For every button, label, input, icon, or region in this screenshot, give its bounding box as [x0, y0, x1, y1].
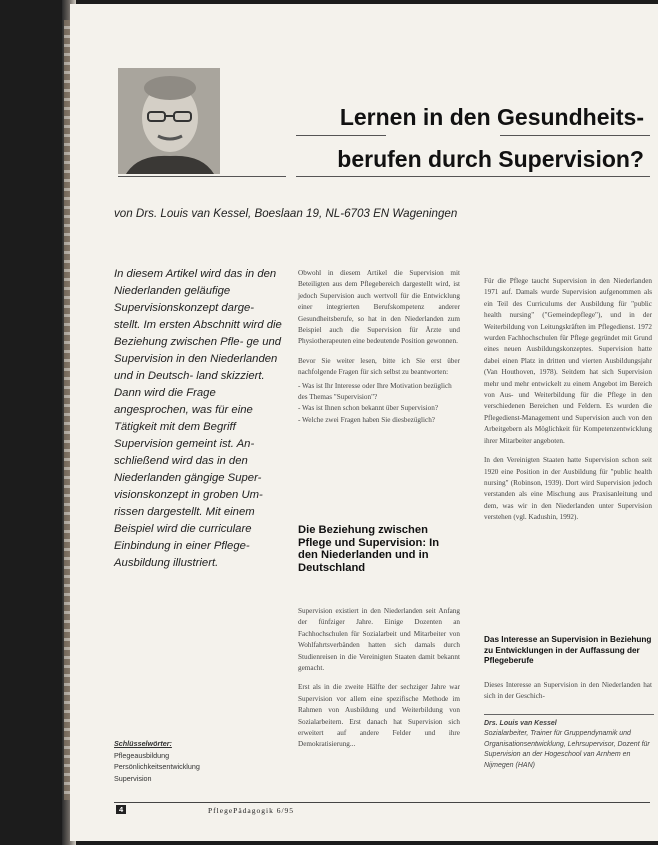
magazine-page — [70, 4, 658, 841]
question-item: - Was ist Ihnen schon bekannt über Supervision? — [298, 404, 439, 413]
paragraph: Erst als in die zweite Hälfte der sechziger Jahre war Supervision vor allem eine spezifische Methode im Rahmen von Ausbildung und Weiterbildung von Sozialarbeitern. Erst danach hat Supervision sich erweitert auf andere Felder und ihre Demokratisierung... — [298, 683, 460, 749]
page-footer — [114, 802, 650, 817]
section-heading-2: Das Interesse an Supervision in Beziehung zu Entwicklungen in der Auffassung der Pflegeberufe — [484, 635, 652, 665]
question-item: - Was ist Ihr Interesse oder Ihre Motivation bezüglich des Themas "Supervision"? — [298, 381, 452, 402]
author-portrait-image — [118, 68, 220, 174]
magazine-name: PflegePädagogik 6/95 — [208, 806, 295, 815]
article-title-line-2: berufen durch Supervision? — [337, 146, 644, 172]
title-rule-4 — [296, 176, 650, 177]
paragraph: Bevor Sie weiter lesen, bitte ich Sie erst über nachfolgende Fragen für sich selbst zu beantworten: — [298, 356, 460, 377]
text-column-3-lower — [484, 680, 652, 711]
text-column-3 — [484, 276, 652, 532]
paragraph: In den Vereinigten Staaten hatte Supervision schon seit 1920 eine Position in der Ausbildung für "public health nursing" (Robinson, 1939). Dort wird Supervision jedoch verstanden als eine Mischung aus Praxisanleitung und dem, was wir in den Niederlanden unter Supervision verstehen (vgl. Kadushin, 1992). — [484, 456, 652, 522]
paragraph: Obwohl in diesem Artikel die Supervision mit Beteiligten aus dem Pflegebereich dargestellt wird, ist jedoch Supervision auch wertvoll für die Entwicklung einer integrierten Berufskompetenz anderer Gesundheitsberufe, so hat in den Niederlanden zum Beispiel auch die Supervision für Ärzte und Physiotherapeuten eine bedeutende Position gewonnen. — [298, 269, 460, 346]
author-byline: von Drs. Louis van Kessel, Boeslaan 19, NL-6703 EN Wageningen — [114, 207, 458, 220]
title-rule-2 — [500, 135, 650, 136]
paragraph: Supervision existiert in den Niederlanden seit Anfang der fünfziger Jahre. Einige Dozenten an Fachhochschulen für Sozialarbeit und Mitarbeiter von Wohlfahrtsverbänden hatten sich damals durch Studienreisen in die Vereinigten Staaten damit bekannt gemacht. — [298, 607, 460, 673]
text-column-2-lower — [298, 606, 460, 759]
keywords-heading: Schlüsselwörter: — [114, 739, 172, 748]
keyword-item: Supervision — [114, 773, 152, 783]
author-name: Drs. Louis van Kessel — [484, 720, 557, 727]
text-column-2 — [298, 268, 460, 426]
paragraph: Dieses Interesse an Supervision in den Niederlanden hat sich in der Geschich- — [484, 681, 652, 701]
author-bio: Sozialarbeiter, Trainer für Gruppendynamik und Organisationsentwicklung, Lehrsupervisor, Dozent für Supervision an der Hogeschool van Arnhem en Nijmegen (HAN) — [484, 730, 650, 769]
keywords-box — [114, 738, 274, 784]
author-photo — [118, 68, 220, 174]
title-rule-3 — [118, 176, 286, 177]
article-abstract: In diesem Artikel wird das in den Niederlanden geläufige Supervisionskonzept darge- stellt. Im ersten Abschnitt wird die Beziehung zwischen Pfle- ge und Supervision in den Niederlanden und in Deutsch- land skizziert. Dann wird die Frage angesprochen, was für eine Tätigkeit mit dem Begriff Supervision gemeint ist. An- schließend wird das in den Niederlanden gängige Super- visionskonzept in groben Um- rissen dargestellt. Mit einem Beispiel wird die curriculare Einbindung in einer Pflege- Ausbildung illustriert. — [114, 268, 282, 569]
page-number: 4 — [116, 805, 126, 814]
question-item: - Welche zwei Fragen haben Sie diesbezüglich? — [298, 415, 435, 424]
keyword-item: Pflegeausbildung — [114, 750, 170, 760]
keyword-item: Persönlichkeitsentwicklung — [114, 762, 200, 772]
author-bio-box — [484, 714, 654, 771]
title-rule-1 — [296, 135, 386, 136]
article-title-line-1: Lernen in den Gesundheits- — [339, 104, 644, 130]
section-heading-1: Die Beziehung zwischen Pflege und Supervision: In den Niederlanden und in Deutschland — [298, 524, 440, 574]
paragraph: Für die Pflege taucht Supervision in den Niederlanden 1971 auf. Damals wurde Supervision aufgenommen als ein Teil des Curriculums der Ausbildung für "public health nursing" ("Gemeindepflege"), und in der Weiterbildung von Leitungskräften im Pflegedienst. 1972 wurden Fachhochschulen für Pflege gegründet mit Grund eines neuen Ausbildungskonzeptes. Supervision hatte dabei einen Platz in dritten und vierten Ausbildungsjahr (Van Houthoven, 1978). Seitdem hat sich Supervision mehr und mehr entwickelt zu einem Angebot im Bereich von Aus- und Weiterbildung für die Pflege in den verschiedenen Bereichen und Feldern. Es wurden die Pflegedienst-Management und Supervision auch von den Arbeitgebern als Möglichkeit für Kompetenzentwicklung ihrer Mitarbeiter angeboten. — [484, 277, 652, 445]
